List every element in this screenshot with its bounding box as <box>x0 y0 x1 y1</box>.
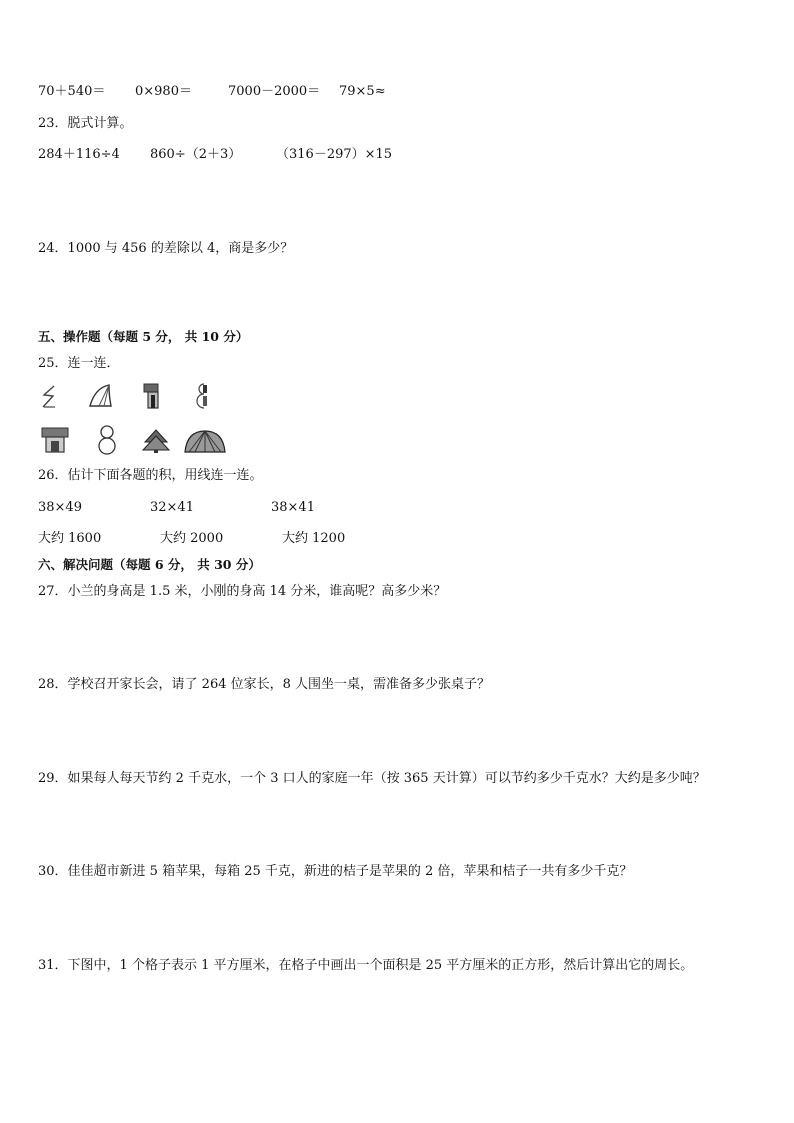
q23-title: 23．脱式计算。 <box>38 116 133 131</box>
q22-expr-1: 70＋540＝ <box>38 84 106 99</box>
q26-estimate-3: 大约 1200 <box>282 531 346 546</box>
q23-expr-3: （316－297）×15 <box>276 147 393 162</box>
q26-expr-1: 38×49 <box>38 500 82 515</box>
q26-expr-3: 38×41 <box>271 500 315 515</box>
snowman-side-icon <box>195 382 213 410</box>
q26-estimate-1: 大约 1600 <box>38 531 102 546</box>
tree-icon <box>141 428 171 454</box>
q22-expr-4: 79×5≈ <box>339 84 386 99</box>
zigzag-shape-icon <box>40 384 58 410</box>
section5-heading: 五、操作题（每题 5 分， 共 10 分） <box>38 329 249 344</box>
q23-expr-2: 860÷（2＋3） <box>150 147 242 162</box>
q24-text: 24．1000 与 456 的差除以 4，商是多少？ <box>38 241 294 256</box>
umbrella-open-icon <box>183 428 227 454</box>
q23-expr-1: 284＋116÷4 <box>38 147 120 162</box>
q26-expr-2: 32×41 <box>150 500 194 515</box>
q26-estimate-2: 大约 2000 <box>160 531 224 546</box>
umbrella-side-icon <box>87 382 113 408</box>
snowman-front-icon <box>96 424 118 456</box>
section6-heading: 六、解决问题（每题 6 分， 共 30 分） <box>38 557 261 572</box>
q26-title: 26．估计下面各题的积，用线连一连。 <box>38 468 263 483</box>
q25-title: 25．连一连． <box>38 356 120 371</box>
q30-text: 30．佳佳超市新进 5 箱苹果，每箱 25 千克，新进的桔子是苹果的 2 倍，苹果和桔子一共有多少千克？ <box>38 864 633 879</box>
q31-text: 31．下图中，1 个格子表示 1 平方厘米，在格子中画出一个面积是 25 平方厘米的正方形，然后计算出它的周长。 <box>38 958 694 973</box>
q22-expr-3: 7000－2000＝ <box>228 84 321 99</box>
house-front-icon <box>40 424 70 454</box>
house-side-icon <box>141 382 163 410</box>
q28-text: 28．学校召开家长会，请了 264 位家长，8 人围坐一桌，需准备多少张桌子？ <box>38 677 491 692</box>
q29-text: 29．如果每人每天节约 2 千克水，一个 3 口人的家庭一年（按 365 天计算）可以节约多少千克水？大约是多少吨？ <box>38 771 706 786</box>
q27-text: 27．小兰的身高是 1.5 米，小刚的身高 14 分米，谁高呢？高多少米？ <box>38 584 447 599</box>
q22-expr-2: 0×980＝ <box>135 84 192 99</box>
